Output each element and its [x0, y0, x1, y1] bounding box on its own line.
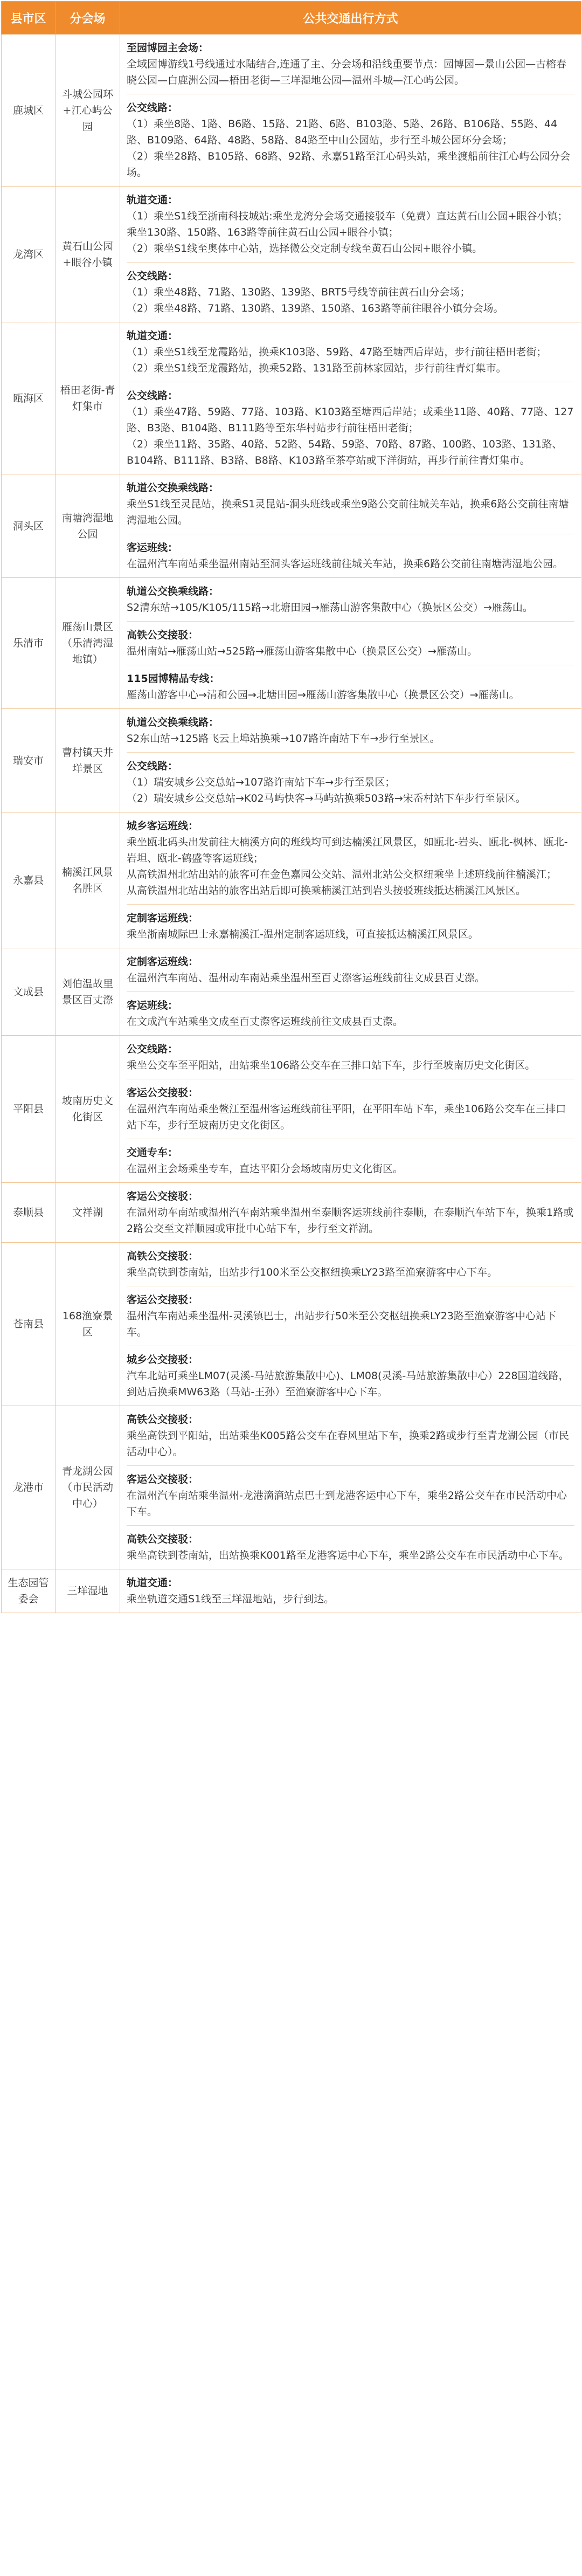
- section-text: S2东山站→125路飞云上埠站换乘→107路许南站下车→步行至景区。: [127, 733, 440, 745]
- section-title: 公交线路：: [127, 390, 178, 402]
- section-text: 在温州汽车南站乘坐温州南站至洞头客运班线前往城关车站，换乘6路公交前往南塘湾湿地公园。: [127, 558, 564, 570]
- section-text: 在温州汽车南站乘坐鳌江至温州客运班线前往平阳，在平阳车站下车，乘坐106路公交车在三排口站下车，步行至坡南历史文化街区。: [127, 1103, 566, 1131]
- transit-info-cell: [120, 578, 581, 709]
- section-title: 定制客运班线：: [127, 912, 199, 924]
- section-title: 高铁公交接驳：: [127, 1250, 199, 1262]
- transit-section: [127, 1041, 574, 1079]
- venue-cell: 曹村镇天井垟景区: [56, 709, 120, 812]
- table-row: [2, 35, 581, 187]
- venue-cell: 168渔寮景区: [56, 1243, 120, 1406]
- section-title: 客运班线：: [127, 1000, 178, 1011]
- section-text: 温州南站→雁荡山站→525路→雁荡山游客集散中心（换景区公交）→雁荡山。: [127, 645, 477, 657]
- section-text: 从高铁温州北站出站的旅客出站后即可换乘楠溪江站到岩头接驳班线抵达楠溪江风景区。: [127, 885, 526, 897]
- section-text: 全域园博游线1号线通过水陆结合,连通了主、分会场和沿线重要节点：园博园—景山公园—古榕春晓公园—白鹿洲公园—梧田老街—三垟湿地公园—温州斗城—江心屿公园。: [127, 58, 567, 86]
- section-title: 轨道交通：: [127, 194, 178, 206]
- section-title: 公交线路：: [127, 270, 178, 282]
- transit-info-cell: [120, 474, 581, 578]
- county-cell: 永嘉县: [2, 812, 56, 948]
- transit-info-cell: [120, 322, 581, 474]
- section-title: 客运班线：: [127, 542, 178, 554]
- venue-cell: 楠溪江风景名胜区: [56, 812, 120, 948]
- section-text: 乘坐高铁到平阳站，出站乘坐K005路公交车在春风里站下车，换乘2路或步行至青龙湖公园（市民活动中心）。: [127, 1430, 569, 1458]
- transit-section: [127, 480, 574, 534]
- transit-section: [127, 40, 574, 94]
- transit-section: [127, 1139, 574, 1177]
- section-title: 轨道交通：: [127, 1577, 178, 1589]
- transit-info-cell: [120, 1569, 581, 1613]
- section-title: 轨道公交换乘线路：: [127, 586, 219, 597]
- transit-info-cell: [120, 187, 581, 322]
- section-title: 轨道公交换乘线路：: [127, 482, 219, 494]
- section-text: （1）乘坐47路、59路、77路、103路、K103路至塘西后岸站；或乘坐11路、40路、77路、127路、B3路、B104路、B111路等至东华村站步行前往梧田老街；: [127, 406, 574, 434]
- section-title: 至园博园主会场：: [127, 42, 209, 54]
- table-body: [2, 35, 581, 1613]
- transit-section: [127, 752, 574, 807]
- transit-section: [127, 262, 574, 316]
- section-text: S2清东站→105/K105/115路→北塘田园→雁荡山游客集散中心（换景区公交）→雁荡山。: [127, 602, 533, 614]
- section-title: 客运公交接驳：: [127, 1087, 199, 1099]
- transit-section: [127, 1188, 574, 1237]
- transit-info-cell: [120, 812, 581, 948]
- section-title: 轨道交通：: [127, 330, 178, 342]
- header-venue: 分会场: [56, 2, 120, 35]
- section-text: 乘坐高铁到苍南站，出站步行100米至公交枢纽换乘LY23路至渔寮游客中心下车。: [127, 1266, 498, 1278]
- transit-section: [127, 94, 574, 181]
- transit-table: [1, 1, 581, 1613]
- transit-section: [127, 1248, 574, 1286]
- transit-info-cell: [120, 709, 581, 812]
- section-title: 高铁公交接驳：: [127, 629, 199, 641]
- county-cell: 生态园管委会: [2, 1569, 56, 1613]
- section-text: 乘坐浙南城际巴士永嘉楠溪江-温州定制客运班线，可直接抵达楠溪江风景区。: [127, 928, 479, 940]
- section-title: 客运公交接驳：: [127, 1190, 199, 1202]
- transit-info-cell: [120, 1036, 581, 1183]
- venue-cell: 青龙湖公园（市民活动中心）: [56, 1406, 120, 1569]
- section-title: 公交线路：: [127, 1043, 178, 1055]
- section-text: （2）乘坐S1线至奥体中心站，选择微公交定制专线至黄石山公园+眼谷小镇。: [127, 243, 483, 254]
- section-text: 乘坐轨道交通S1线至三垟湿地站，步行到达。: [127, 1593, 335, 1605]
- transit-section: [127, 954, 574, 991]
- transit-section: [127, 714, 574, 752]
- transit-info-cell: [120, 1406, 581, 1569]
- section-text: 乘坐瓯北码头出发前往大楠溪方向的班线均可到达楠溪江风景区，如瓯北-岩头、瓯北-枫林、瓯北-岩坦、瓯北-鹤盛等客运班线；: [127, 836, 568, 864]
- county-cell: 瑞安市: [2, 709, 56, 812]
- section-text: （1）乘坐S1线至浙南科技城站:乘坐龙湾分会场交通接驳车（免费）直达黄石山公园+眼谷小镇；乘坐130路、150路、163路等前往黄石山公园+眼谷小镇；: [127, 210, 568, 238]
- section-text: （2）瑞安城乡公交总站→K02马屿快客→马屿站换乘503路→宋岙村站下车步行至景区。: [127, 793, 526, 804]
- county-cell: 苍南县: [2, 1243, 56, 1406]
- section-title: 公交线路：: [127, 760, 178, 772]
- section-title: 公交线路：: [127, 102, 178, 114]
- venue-cell: 梧田老街-青灯集市: [56, 322, 120, 474]
- header-county: 县市区: [2, 2, 56, 35]
- section-text: 汽车北站可乘坐LM07(灵溪-马站旅游集散中心)、LM08(灵溪-马站旅游集散中心）228国道线路，到站后换乘MW63路（马站-王孙）至渔寮游客中心下车。: [127, 1370, 569, 1398]
- table-row: [2, 578, 581, 709]
- section-text: 在温州汽车南站、温州动车南站乘坐温州至百丈漈客运班线前往文成县百丈漈。: [127, 972, 486, 984]
- section-text: 从高铁温州北站出站的旅客可在金色嘉园公交站、温州北站公交枢纽乘坐上述班线前往楠溪江；: [127, 869, 557, 880]
- section-text: 乘坐S1线至灵昆站，换乘S1灵昆站-洞头班线或乘坐9路公交前往城关车站，换乘6路公交前往南塘湾湿地公园。: [127, 498, 569, 526]
- section-text: 在温州主会场乘坐专车，直达平阳分会场坡南历史文化街区。: [127, 1163, 404, 1175]
- county-cell: 文成县: [2, 948, 56, 1036]
- table-row: [2, 709, 581, 812]
- county-cell: 乐清市: [2, 578, 56, 709]
- section-title: 城乡客运班线：: [127, 820, 199, 832]
- transit-section: [127, 534, 574, 572]
- table-header-row: [2, 2, 581, 35]
- section-text: 温州汽车南站乘坐温州-灵溪镇巴士，出站步行50米至公交枢纽换乘LY23路至渔寮游客中心站下车。: [127, 1310, 556, 1338]
- county-cell: 龙港市: [2, 1406, 56, 1569]
- transit-section: [127, 991, 574, 1030]
- section-text: （1）乘坐S1线至龙霞路站，换乘K103路、59路、47路至塘西后岸站，步行前往梧田老街；: [127, 346, 547, 358]
- transit-section: [127, 621, 574, 665]
- section-title: 115园博精品专线：: [127, 673, 220, 685]
- section-title: 城乡公交接驳：: [127, 1354, 199, 1366]
- section-text: 乘坐公交车至平阳站，出站乘坐106路公交车在三排口站下车，步行至坡南历史文化街区。: [127, 1059, 536, 1071]
- venue-cell: 坡南历史文化街区: [56, 1036, 120, 1183]
- table-row: [2, 474, 581, 578]
- section-text: （2）乘坐28路、B105路、68路、92路、永嘉51路至江心码头站，乘坐渡船前往江心屿公园分会场。: [127, 150, 571, 178]
- section-text: （2）乘坐48路、71路、130路、139路、150路、163路等前往眼谷小镇分会场。: [127, 302, 504, 314]
- section-title: 交通专车：: [127, 1147, 178, 1159]
- section-title: 高铁公交接驳：: [127, 1533, 199, 1545]
- transit-section: [127, 904, 574, 942]
- transit-info-cell: [120, 1183, 581, 1243]
- section-title: 客运公交接驳：: [127, 1294, 199, 1306]
- section-text: （2）乘坐S1线至龙霞路站，换乘52路、131路至前林家园站，步行前往青灯集市。: [127, 362, 507, 374]
- section-text: 在温州动车南站或温州汽车南站乘坐温州至泰顺客运班线前往泰顺，在泰顺汽车站下车，换乘1路或2路公交至文祥顺园或审批中心站下车，步行至文祥湖。: [127, 1207, 574, 1235]
- header-transit: 公共交通出行方式: [120, 2, 581, 35]
- table-row: [2, 322, 581, 474]
- section-title: 定制客运班线：: [127, 956, 199, 968]
- transit-info-cell: [120, 948, 581, 1036]
- table-row: [2, 1243, 581, 1406]
- section-text: （1）乘坐48路、71路、130路、139路、BRT5号线等前往黄石山分会场；: [127, 286, 470, 298]
- section-text: 在温州汽车南站乘坐温州-龙港滴滴站点巴士到龙港客运中心下车，乘坐2路公交车在市民活动中心下车。: [127, 1490, 567, 1518]
- venue-cell: 南塘湾湿地公园: [56, 474, 120, 578]
- transit-section: [127, 1465, 574, 1525]
- table-row: [2, 1036, 581, 1183]
- transit-section: [127, 1286, 574, 1346]
- county-cell: 泰顺县: [2, 1183, 56, 1243]
- transit-section: [127, 583, 574, 621]
- transit-section: [127, 192, 574, 262]
- county-cell: 瓯海区: [2, 322, 56, 474]
- transit-section: [127, 1575, 574, 1607]
- transit-section: [127, 1346, 574, 1400]
- table-row: [2, 1183, 581, 1243]
- county-cell: 龙湾区: [2, 187, 56, 322]
- transit-info-cell: [120, 35, 581, 187]
- section-text: 乘坐高铁到苍南站，出站换乘K001路至龙港客运中心下车，乘坐2路公交车在市民活动中心下车。: [127, 1549, 569, 1561]
- section-text: 在文成汽车站乘坐文成至百丈漈客运班线前往文成县百丈漈。: [127, 1016, 404, 1028]
- table-row: [2, 187, 581, 322]
- table-row: [2, 948, 581, 1036]
- transit-section: [127, 382, 574, 469]
- venue-cell: 黄石山公园+眼谷小镇: [56, 187, 120, 322]
- transit-info-cell: [120, 1243, 581, 1406]
- section-title: 轨道公交换乘线路：: [127, 717, 219, 728]
- table-row: [2, 1569, 581, 1613]
- transit-section: [127, 1079, 574, 1139]
- transit-section: [127, 665, 574, 703]
- venue-cell: 雁荡山景区（乐清湾湿地镇）: [56, 578, 120, 709]
- table-row: [2, 812, 581, 948]
- transit-section: [127, 328, 574, 382]
- section-title: 高铁公交接驳：: [127, 1414, 199, 1425]
- county-cell: 洞头区: [2, 474, 56, 578]
- section-text: 雁荡山游客中心→清和公园→北塘田园→雁荡山游客集散中心（换景区公交）→雁荡山。: [127, 689, 519, 701]
- county-cell: 鹿城区: [2, 35, 56, 187]
- county-cell: 平阳县: [2, 1036, 56, 1183]
- venue-cell: 三垟湿地: [56, 1569, 120, 1613]
- venue-cell: 文祥湖: [56, 1183, 120, 1243]
- section-text: （1）瑞安城乡公交总站→107路许南站下车→步行至景区；: [127, 776, 396, 788]
- transit-section: [127, 1525, 574, 1563]
- venue-cell: 刘伯温故里景区百丈漈: [56, 948, 120, 1036]
- section-title: 客运公交接驳：: [127, 1473, 199, 1485]
- section-text: （1）乘坐8路、1路、B6路、15路、21路、6路、B103路、5路、26路、B106路、55路、44路、B109路、64路、48路、58路、84路至中山公园站，步行至斗城公园环分会场；: [127, 118, 558, 146]
- transit-section: [127, 1411, 574, 1465]
- table-row: [2, 1406, 581, 1569]
- transit-section: [127, 818, 574, 904]
- venue-cell: 斗城公园环+江心屿公园: [56, 35, 120, 187]
- section-text: （2）乘坐11路、35路、40路、52路、54路、59路、70路、87路、100路、103路、131路、B104路、B111路、B3路、B8路、K103路至茶亭站或下洋街站，再步行前往青灯集市。: [127, 438, 563, 466]
